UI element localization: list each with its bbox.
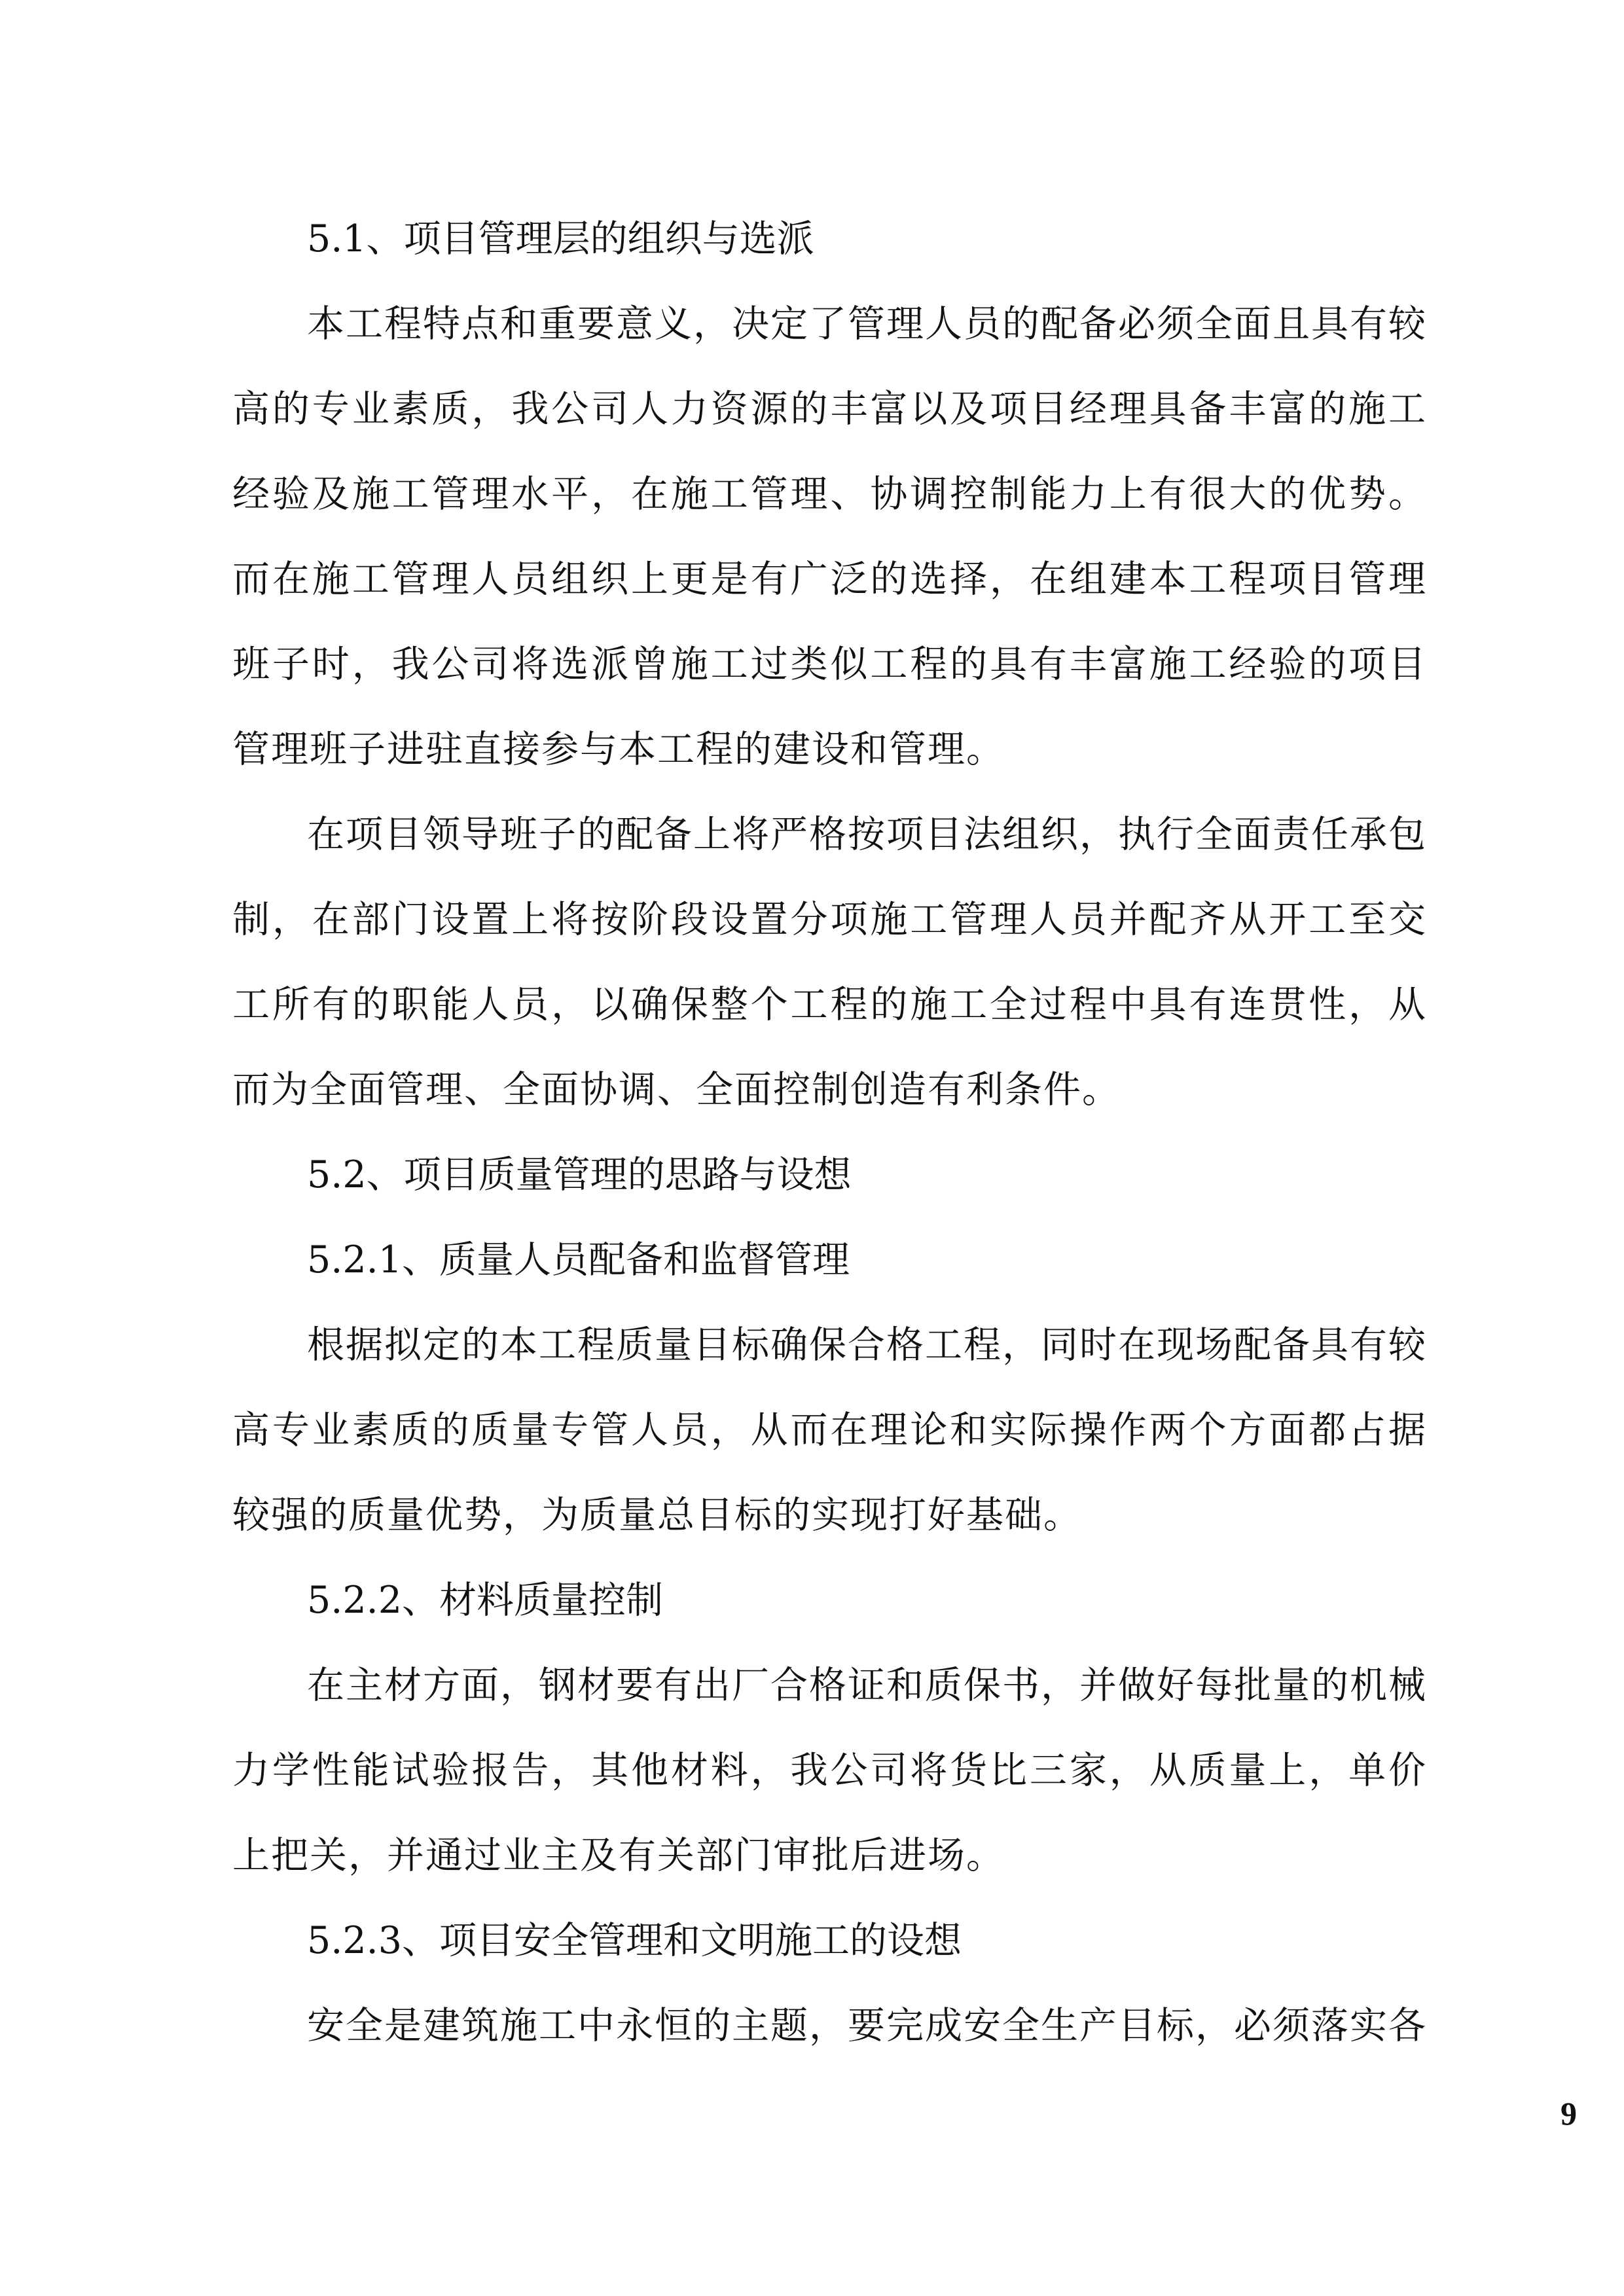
section-heading-5-2: 5.2、项目质量管理的思路与设想 — [307, 1153, 852, 1196]
document-body — [232, 196, 1427, 2068]
paragraph-material-quality: 在主材方面，钢材要有出厂合格证和质保书，并做好每批量的机械力学性能试验报告，其他材料，我公司将货比三家，从质量上，单价上把关，并通过业主及有关部门审批后进场。 — [232, 1664, 1427, 1877]
section-heading-5-2-2: 5.2.2、材料质量控制 — [307, 1579, 664, 1622]
paragraph-management-staffing: 本工程特点和重要意义，决定了管理人员的配备必须全面且具有较高的专业素质，我公司人力资源的丰富以及项目经理具备丰富的施工经验及施工管理水平，在施工管理、协调控制能力上有很大的优势。而在施工管理人员组织上更是有广泛的选择，在组建本工程项目管理班子时，我公司将选派曾施工过类似工程的具有丰富施工经验的项目管理班子进驻直接参与本工程的建设和管理。 — [232, 302, 1427, 771]
section-heading-5-1: 5.1、项目管理层的组织与选派 — [307, 217, 814, 260]
paragraph-safety-management: 安全是建筑施工中永恒的主题，要完成安全生产目标，必须落实各 — [307, 2004, 1427, 2047]
section-heading-5-2-1: 5.2.1、质量人员配备和监督管理 — [307, 1238, 850, 1282]
paragraph-leadership-team: 在项目领导班子的配备上将严格按项目法组织，执行全面责任承包制，在部门设置上将按阶段设置分项施工管理人员并配齐从开工至交工所有的职能人员，以确保整个工程的施工全过程中具有连贯性，从而为全面管理、全面协调、全面控制创造有利条件。 — [232, 813, 1427, 1111]
section-heading-5-2-3: 5.2.3、项目安全管理和文明施工的设想 — [307, 1919, 962, 1962]
paragraph-quality-staff: 根据拟定的本工程质量目标确保合格工程，同时在现场配备具有较高专业素质的质量专管人员，从而在理论和实际操作两个方面都占据较强的质量优势，为质量总目标的实现打好基础。 — [232, 1323, 1427, 1537]
page-number: 9 — [1561, 2095, 1577, 2132]
